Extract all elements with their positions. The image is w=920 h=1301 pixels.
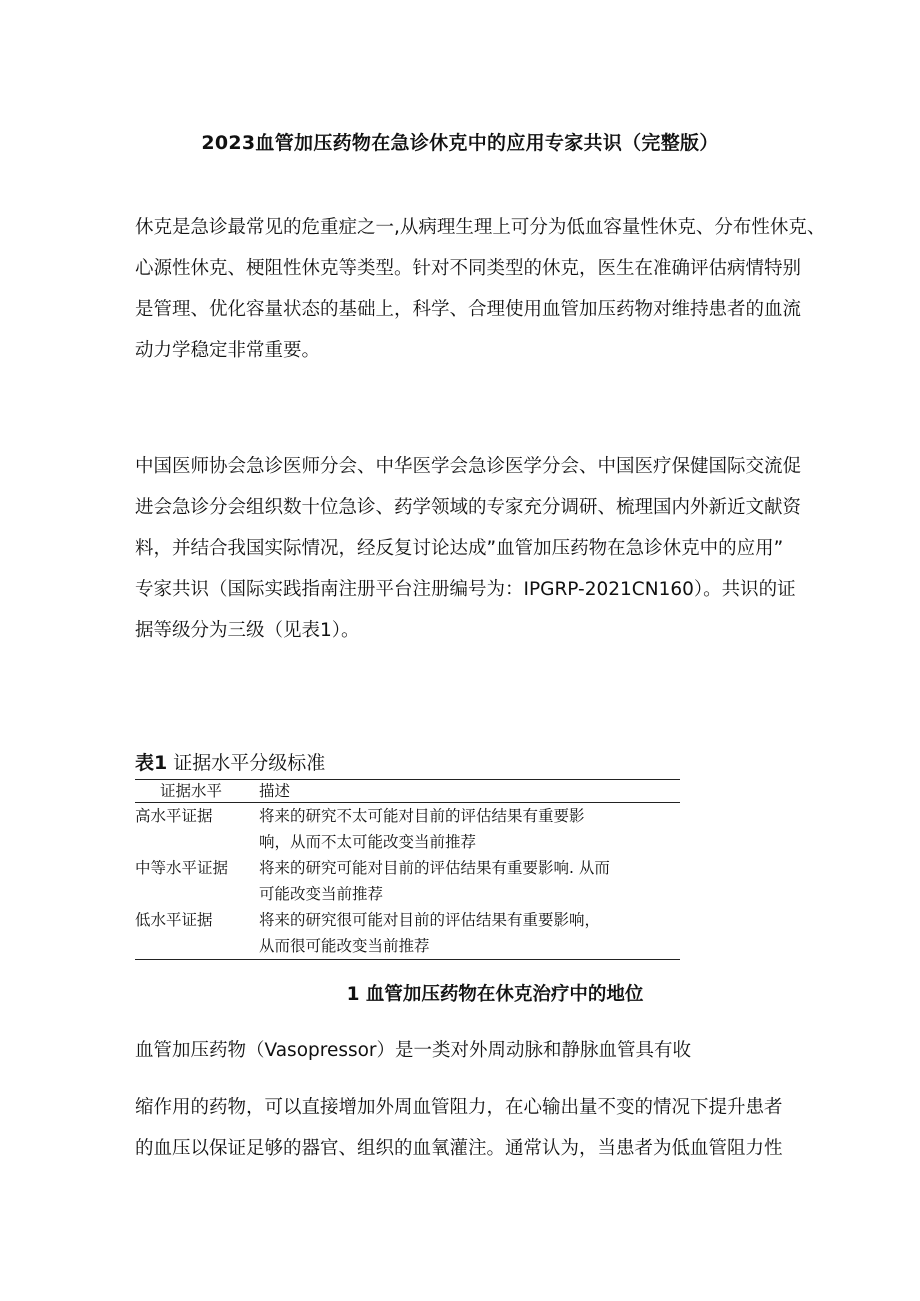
paragraph-consensus	[135, 446, 865, 651]
section-title: 1 血管加压药物在休克治疗中的地位	[346, 984, 644, 1005]
text-line: 据等级分为三级（见表1）。	[135, 620, 360, 641]
table-cell-level: 低水平证据	[135, 911, 213, 929]
text-line: 缩作用的药物，可以直接增加外周血管阻力，在心输出量不变的情况下提升患者	[135, 1097, 783, 1118]
paragraph-vasopressor-body	[135, 1087, 865, 1169]
text-line: 专家共识（国际实践指南注册平台注册编号为：IPGRP-2021CN160）。共识的证	[135, 579, 796, 600]
text-line: 血管加压药物（Vasopressor）是一类对外周动脉和静脉血管具有收	[135, 1040, 692, 1061]
text-line: 中国医师协会急诊医师分会、中华医学会急诊医学分会、中国医疗保健国际交流促	[135, 456, 802, 477]
table-header-description: 描述	[259, 782, 291, 800]
text-line: 进会急诊分会组织数十位急诊、药学领域的专家充分调研、梳理国内外新近文献资	[135, 497, 802, 518]
table-row	[135, 907, 680, 959]
text-line: 休克是急诊最常见的危重症之一,从病理生理上可分为低血容量性休克、分布性休克、	[135, 217, 826, 238]
paragraph-vasopressor-intro	[135, 1030, 865, 1071]
table-cell-description: 响，从而不太可能改变当前推荐	[259, 833, 477, 851]
table-cell-level: 中等水平证据	[135, 859, 229, 877]
table-header-row	[135, 780, 680, 802]
table-cell-description: 可能改变当前推荐	[259, 885, 384, 903]
text-line: 动力学稳定非常重要。	[135, 340, 321, 361]
table-row	[135, 803, 680, 855]
table-caption-number: 表1	[135, 752, 168, 774]
evidence-table	[135, 747, 680, 960]
table-cell-level: 高水平证据	[135, 807, 213, 825]
table-cell-description: 将来的研究可能对目前的评估结果有重要影响. 从而	[259, 859, 610, 877]
table-row	[135, 855, 680, 907]
table-bottom-rule	[135, 959, 680, 960]
table-cell-description: 从而很可能改变当前推荐	[259, 937, 430, 955]
table-caption-text: 证据水平分级标准	[173, 752, 326, 774]
text-line: 心源性休克、梗阻性休克等类型。针对不同类型的休克，医生在准确评估病情特别	[135, 258, 802, 279]
text-line: 的血压以保证足够的器官、组织的血氧灌注。通常认为，当患者为低血管阻力性	[135, 1138, 783, 1159]
table-cell-description: 将来的研究很可能对目前的评估结果有重要影响，	[259, 911, 601, 929]
table-cell-description: 将来的研究不太可能对目前的评估结果有重要影	[259, 807, 585, 825]
document-title: 2023血管加压药物在急诊休克中的应用专家共识（完整版）	[201, 132, 719, 154]
table-header-level: 证据水平	[160, 782, 223, 800]
table-caption	[135, 747, 680, 779]
paragraph-intro	[135, 207, 865, 371]
text-line: 料，并结合我国实际情况，经反复讨论达成”血管加压药物在急诊休克中的应用”	[135, 538, 784, 559]
text-line: 是管理、优化容量状态的基础上，科学、合理使用血管加压药物对维持患者的血流	[135, 299, 802, 320]
